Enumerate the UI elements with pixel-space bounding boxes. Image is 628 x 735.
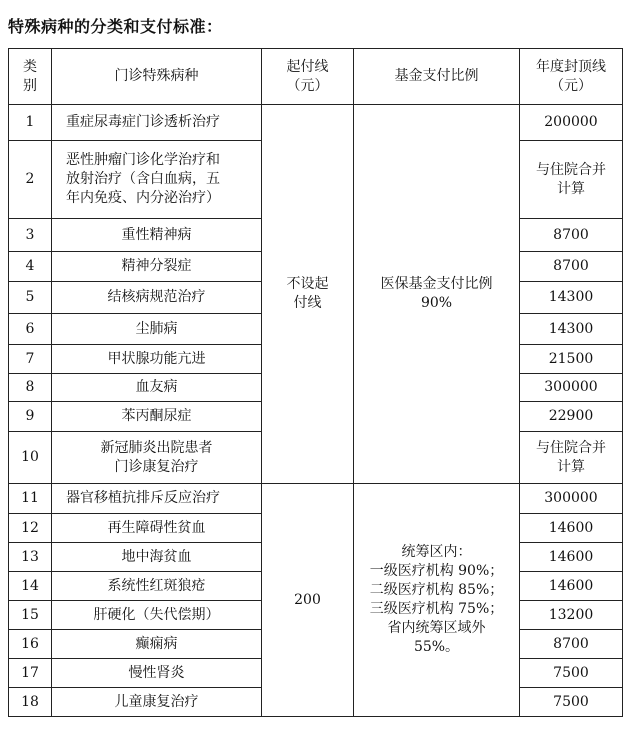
row-number: 14 [9, 572, 52, 601]
annual-cap: 与住院合并 计算 [520, 432, 623, 484]
annual-cap: 13200 [520, 601, 623, 630]
disease-name: 系统性红斑狼疮 [52, 572, 262, 601]
row-number: 2 [9, 141, 52, 219]
disease-name: 精神分裂症 [52, 252, 262, 282]
row-number: 11 [9, 484, 52, 514]
ratio-group-1: 医保基金支付比例 90% [354, 105, 520, 484]
row-number: 8 [9, 374, 52, 402]
disease-name: 重症尿毒症门诊透析治疗 [52, 105, 262, 141]
disease-name: 地中海贫血 [52, 543, 262, 572]
disease-name: 恶性肿瘤门诊化学治疗和 放射治疗（含白血病，五 年内免疫、内分泌治疗） [52, 141, 262, 219]
threshold-group-1: 不设起 付线 [262, 105, 354, 484]
annual-cap: 8700 [520, 219, 623, 252]
annual-cap: 7500 [520, 688, 623, 717]
disease-name: 重性精神病 [52, 219, 262, 252]
row-number: 15 [9, 601, 52, 630]
row-number: 7 [9, 345, 52, 374]
disease-name: 再生障碍性贫血 [52, 514, 262, 543]
disease-name: 甲状腺功能亢进 [52, 345, 262, 374]
disease-name: 慢性肾炎 [52, 659, 262, 688]
annual-cap: 14300 [520, 314, 623, 345]
row-number: 17 [9, 659, 52, 688]
row-number: 16 [9, 630, 52, 659]
disease-name: 器官移植抗排斥反应治疗 [52, 484, 262, 514]
annual-cap: 8700 [520, 630, 623, 659]
table-header-row [9, 49, 623, 105]
annual-cap: 14600 [520, 543, 623, 572]
annual-cap: 与住院合并 计算 [520, 141, 623, 219]
table-row [9, 484, 623, 514]
annual-cap: 14300 [520, 282, 623, 314]
disease-name: 儿童康复治疗 [52, 688, 262, 717]
header-cap: 年度封顶线 （元） [520, 49, 623, 105]
header-ratio: 基金支付比例 [354, 49, 520, 105]
disease-name: 尘肺病 [52, 314, 262, 345]
disease-name: 血友病 [52, 374, 262, 402]
annual-cap: 14600 [520, 514, 623, 543]
threshold-group-2: 200 [262, 484, 354, 717]
annual-cap: 14600 [520, 572, 623, 601]
row-number: 18 [9, 688, 52, 717]
row-number: 4 [9, 252, 52, 282]
annual-cap: 22900 [520, 402, 623, 432]
table-row [9, 105, 623, 141]
row-number: 9 [9, 402, 52, 432]
disease-name: 新冠肺炎出院患者 门诊康复治疗 [52, 432, 262, 484]
annual-cap: 200000 [520, 105, 623, 141]
disease-name: 癫痫病 [52, 630, 262, 659]
disease-name: 苯丙酮尿症 [52, 402, 262, 432]
ratio-group-2: 统筹区内： 一级医疗机构 90%； 二级医疗机构 85%； 三级医疗机构 75%； 省内统筹区域外 55%。 [354, 484, 520, 717]
row-number: 6 [9, 314, 52, 345]
header-disease: 门诊特殊病种 [52, 49, 262, 105]
row-number: 10 [9, 432, 52, 484]
row-number: 5 [9, 282, 52, 314]
header-threshold: 起付线 （元） [262, 49, 354, 105]
row-number: 3 [9, 219, 52, 252]
annual-cap: 8700 [520, 252, 623, 282]
annual-cap: 300000 [520, 484, 623, 514]
page-title: 特殊病种的分类和支付标准： [8, 17, 223, 36]
annual-cap: 21500 [520, 345, 623, 374]
disease-name: 肝硬化（失代偿期） [52, 601, 262, 630]
row-number: 13 [9, 543, 52, 572]
annual-cap: 7500 [520, 659, 623, 688]
disease-name: 结核病规范治疗 [52, 282, 262, 314]
annual-cap: 300000 [520, 374, 623, 402]
row-number: 12 [9, 514, 52, 543]
header-category: 类 别 [9, 49, 52, 105]
row-number: 1 [9, 105, 52, 141]
special-disease-table [8, 48, 623, 717]
